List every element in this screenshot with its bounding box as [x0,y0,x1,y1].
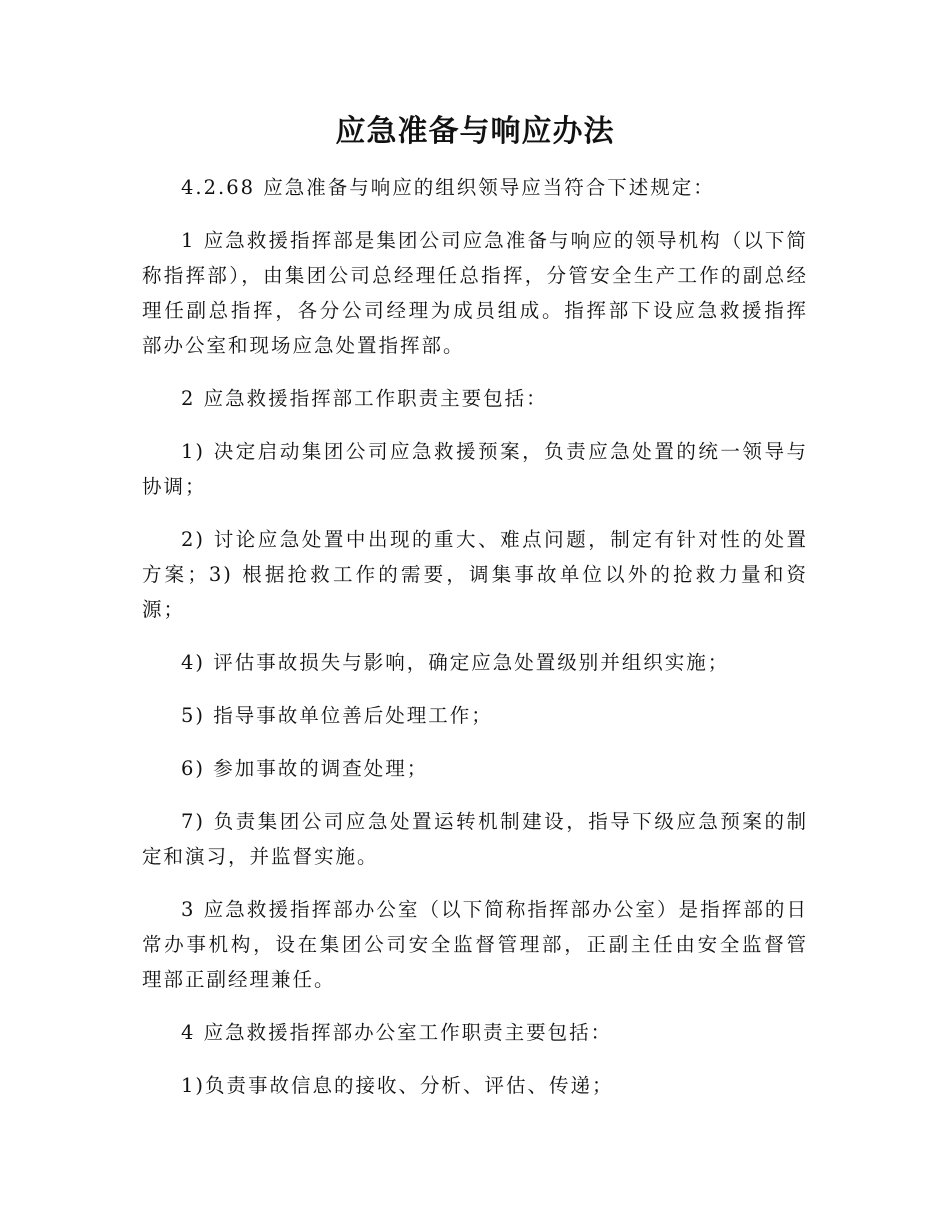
document-title: 应急准备与响应办法 [335,114,615,149]
paragraph-item-2: 2 应急救援指挥部工作职责主要包括： [181,387,548,410]
paragraph-item-3: 3 应急救援指挥部办公室（以下简称指挥部办公室）是指挥部的日常办事机构，设在集团公司安全监督管理部，正副主任由安全监督管理部正副经理兼任。 [142,898,808,991]
paragraph-duty-7: 7) 负责集团公司应急处置运转机制建设，指导下级应急预案的制定和演习，并监督实施。 [142,810,808,868]
paragraph-duty-4: 4) 评估事故损失与影响，确定应急处置级别并组织实施； [181,651,730,674]
paragraph-item-1: 1 应急救援指挥部是集团公司应急准备与响应的领导机构（以下简称指挥部），由集团公司总经理任总指挥，分管安全生产工作的副总经理任副总指挥，各分公司经理为成员组成。指挥部下设应急救援指挥部办公室和现场应急处置指挥部。 [142,229,808,357]
paragraph-item-4: 4 应急救援指挥部办公室工作职责主要包括： [181,1021,613,1044]
document-body [142,112,808,1121]
paragraph-clause-4-2-68: 4.2.68 应急准备与响应的组织领导应当符合下述规定： [181,176,715,199]
paragraph-duty-1: 1) 决定启动集团公司应急救援预案，负责应急处置的统一领导与协调； [142,440,808,498]
paragraph-duty-6: 6) 参加事故的调查处理； [181,757,429,780]
paragraph-duty-2-3: 2) 讨论应急处置中出现的重大、难点问题，制定有针对性的处置方案；3) 根据抢救工作的需要，调集事故单位以外的抢救力量和资源； [142,528,808,621]
paragraph-duty-5: 5) 指导事故单位善后处理工作； [181,704,493,727]
paragraph-office-duty-1: 1)负责事故信息的接收、分析、评估、传递； [181,1074,614,1097]
